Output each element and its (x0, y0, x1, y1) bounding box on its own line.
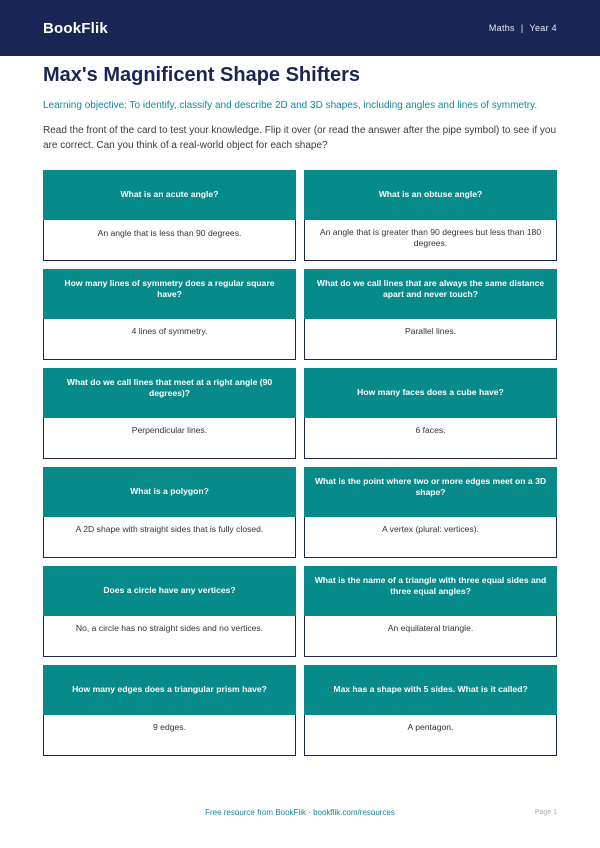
card-answer: Parallel lines. (304, 319, 557, 360)
page-title: Max's Magnificent Shape Shifters (43, 64, 361, 86)
flashcard[interactable] (43, 269, 296, 360)
flashcard[interactable] (304, 665, 557, 756)
subject-label: Maths (488, 23, 515, 33)
card-answer: An angle that is less than 90 degrees. (43, 220, 296, 261)
flashcard[interactable] (43, 368, 296, 459)
learning-objective: Learning objective: To identify, classify and describe 2D and 3D shapes, including angles and lines of symmetry. (43, 100, 538, 111)
card-question: How many lines of symmetry does a regular square have? (43, 269, 296, 319)
card-question: What is the name of a triangle with three equal sides and three equal angles? (304, 566, 557, 616)
flashcard[interactable] (304, 269, 557, 360)
card-question: Does a circle have any vertices? (43, 566, 296, 616)
card-answer: A vertex (plural: vertices). (304, 517, 557, 558)
flashcard[interactable] (304, 467, 557, 558)
card-answer: A pentagon. (304, 715, 557, 756)
card-answer: No, a circle has no straight sides and no vertices. (43, 616, 296, 657)
flashcard[interactable] (43, 170, 296, 261)
subject-level (489, 23, 557, 33)
card-question: What is an obtuse angle? (304, 170, 557, 220)
flashcard[interactable] (43, 566, 296, 657)
page-number: Page 1 (534, 809, 557, 816)
card-question: What is the point where two or more edges meet on a 3D shape? (304, 467, 557, 517)
card-answer: 6 faces. (304, 418, 557, 459)
card-question: What is an acute angle? (43, 170, 296, 220)
card-answer: An angle that is greater than 90 degrees but less than 180 degrees. (304, 220, 557, 261)
flashcard[interactable] (304, 566, 557, 657)
flashcard[interactable] (43, 665, 296, 756)
card-question: How many edges does a triangular prism have? (43, 665, 296, 715)
level-label: Year 4 (529, 23, 557, 33)
card-question: Max has a shape with 5 sides. What is it called? (304, 665, 557, 715)
flashcard[interactable] (304, 368, 557, 459)
card-answer: 9 edges. (43, 715, 296, 756)
brand-logo: BookFlik (43, 19, 108, 37)
footer-link[interactable]: Free resource from BookFlik · bookflik.com/resources (205, 808, 395, 817)
card-question: What is a polygon? (43, 467, 296, 517)
card-answer: 4 lines of symmetry. (43, 319, 296, 360)
card-answer: Perpendicular lines. (43, 418, 296, 459)
card-question: What do we call lines that are always the same distance apart and never touch? (304, 269, 557, 319)
flashcard[interactable] (304, 170, 557, 261)
meta-separator: | (520, 23, 524, 33)
card-answer: An equilateral triangle. (304, 616, 557, 657)
top-bar (0, 0, 600, 56)
card-question: What do we call lines that meet at a right angle (90 degrees)? (43, 368, 296, 418)
card-question: How many faces does a cube have? (304, 368, 557, 418)
flashcard-grid (43, 170, 557, 756)
instructions: Read the front of the card to test your knowledge. Flip it over (or read the answer after the pipe symbol) to see if you are correct. Can you think of a real-world object for each shape? (43, 125, 557, 151)
flashcard[interactable] (43, 467, 296, 558)
card-answer: A 2D shape with straight sides that is fully closed. (43, 517, 296, 558)
